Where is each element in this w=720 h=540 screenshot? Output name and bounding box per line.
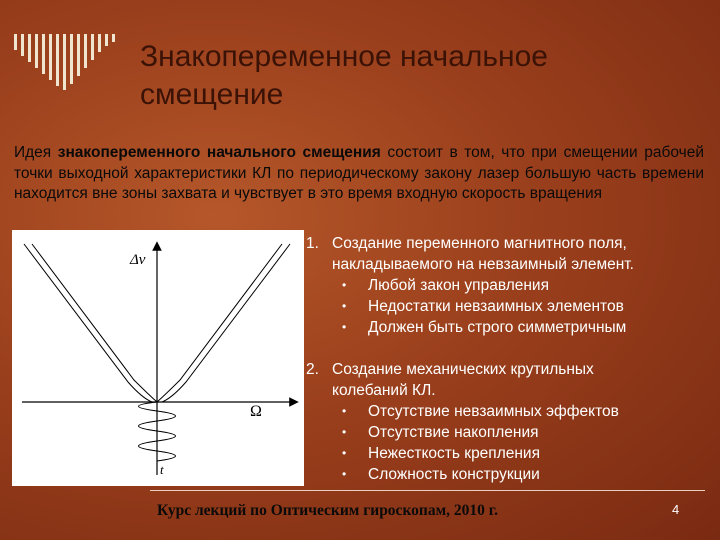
title-line-1: Знакопеременное начальное xyxy=(140,40,548,73)
right-curve-inner xyxy=(157,244,282,402)
footer-divider xyxy=(150,490,705,491)
y-axis-label: Δν xyxy=(130,252,146,268)
para-post: состоит в том, что при смещении рабочей точки выходной характеристики КЛ по периодическому закону лазер большую часть времени находится вне зоны захвата и чувствует в это время входную скорость вращения xyxy=(14,144,704,202)
list-2-item: • Отсутствие накопления xyxy=(342,424,539,441)
list-2-item: • Сложность конструкции xyxy=(342,466,540,483)
list-2 xyxy=(306,359,619,485)
page-number: 4 xyxy=(672,502,680,517)
list-1-line-2: накладываемого на невзаимный элемент. xyxy=(332,256,634,273)
bullet-icon: • xyxy=(342,278,347,292)
list-1-item: • Недостатки невзаимных элементов xyxy=(342,298,624,315)
footer-text: Курс лекций по Оптическим гироскопам, 2010 г. xyxy=(157,502,498,519)
lock-in-diagram xyxy=(12,230,304,486)
diagram-svg xyxy=(12,230,304,486)
list-2-item: • Отсутствие невзаимных эффектов xyxy=(342,403,619,420)
bullet-icon: • xyxy=(342,425,347,439)
title-line-2: смещение xyxy=(140,78,284,111)
list-2-number: 2. xyxy=(306,361,319,378)
x-axis-label: Ω xyxy=(250,403,262,420)
list-1-item: • Должен быть строго симметричным xyxy=(342,319,627,336)
bullet-icon: • xyxy=(342,299,347,313)
para-bold: знакопеременного начального смещения xyxy=(57,144,381,161)
list-2-line-1: Создание механических крутильных xyxy=(332,361,594,378)
t-axis-label: t xyxy=(160,462,164,477)
slide-title xyxy=(140,38,700,114)
intro-paragraph xyxy=(14,143,704,205)
bullet-icon: • xyxy=(342,467,347,481)
bullet-icon: • xyxy=(342,320,347,334)
bullet-icon: • xyxy=(342,404,347,418)
list-1-line-1: Создание переменного магнитного поля, xyxy=(332,235,627,252)
list-2-item: • Нежесткость крепления xyxy=(342,445,540,462)
list-1-number: 1. xyxy=(306,235,319,252)
list-1-item: • Любой закон управления xyxy=(342,277,549,294)
para-pre: Идея xyxy=(14,144,58,161)
list-2-line-2: колебаний КЛ. xyxy=(332,382,436,399)
list-1 xyxy=(306,233,634,338)
bullet-icon: • xyxy=(342,446,347,460)
